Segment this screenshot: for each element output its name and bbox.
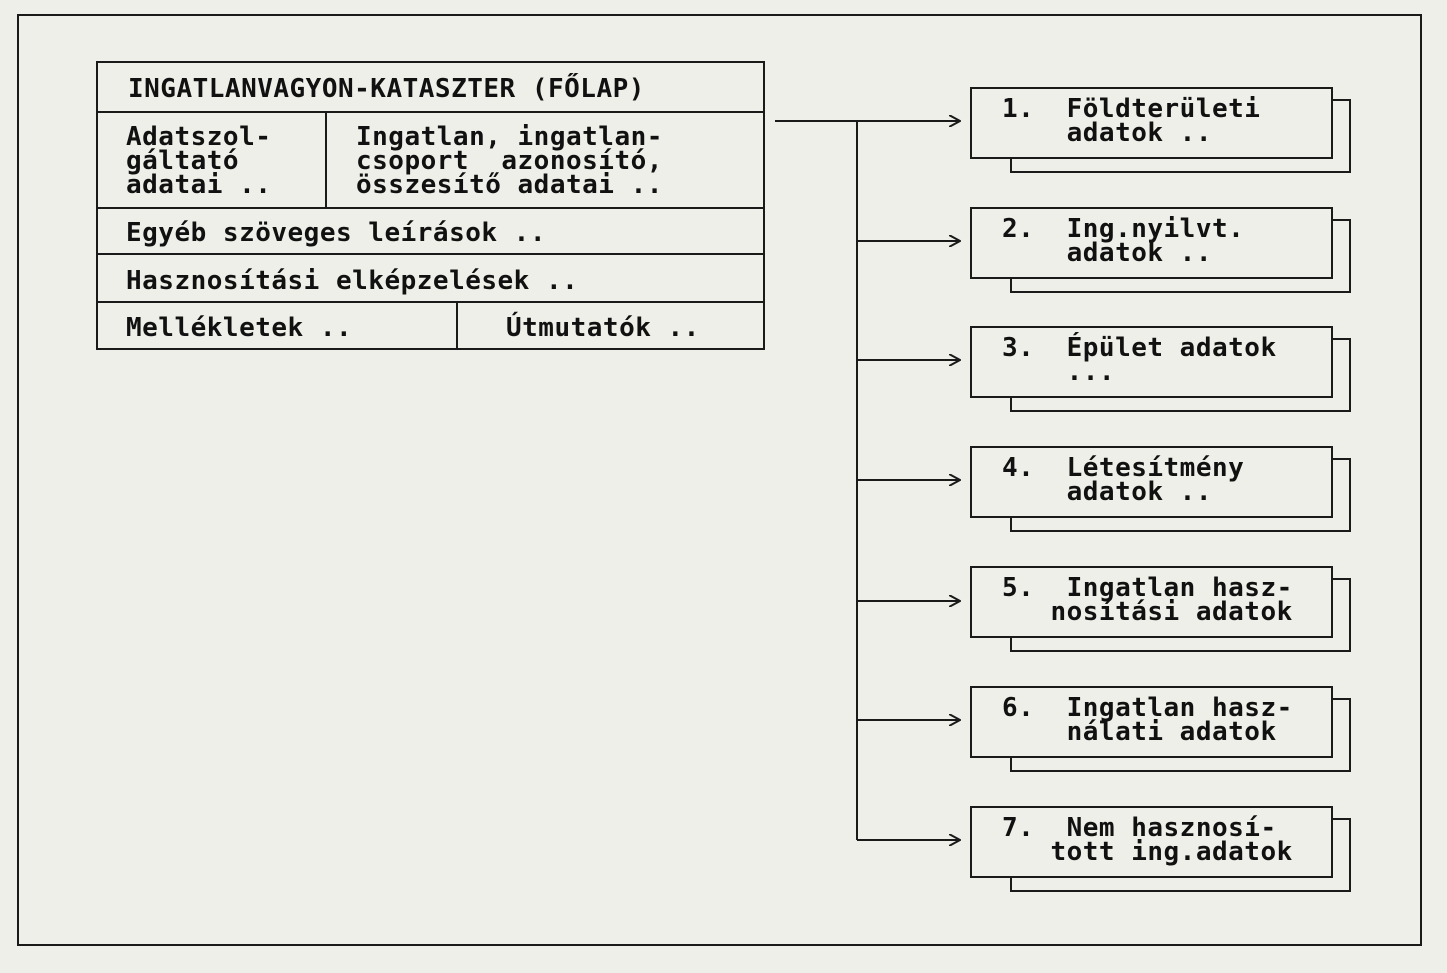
module-label: 6. Ingatlan hasz- nálati adatok: [1002, 693, 1293, 747]
module-usage: [970, 686, 1333, 758]
attachments-cell: Mellékletek ..: [126, 313, 353, 343]
module-utilization: [970, 566, 1333, 638]
module-label: 2. Ing.nyilvt. adatok ..: [1002, 214, 1245, 268]
module-label: 5. Ingatlan hasz- nosítási adatok: [1002, 573, 1293, 627]
module-label: 4. Létesítmény adatok ..: [1002, 453, 1245, 507]
identifier-data-cell: Ingatlan, ingatlan- csoport azonosító, összesítő adatai ..: [356, 122, 663, 200]
module-label: 1. Földterületi adatok ..: [1002, 94, 1261, 148]
module-label: 3. Épület adatok ...: [1002, 333, 1277, 387]
module-building: [970, 326, 1333, 398]
module-property-register: [970, 207, 1333, 279]
guides-cell: Útmutatók ..: [506, 313, 700, 343]
utilization-cell: Hasznosítási elképzelések ..: [126, 266, 579, 296]
module-land-area: [970, 87, 1333, 159]
module-unused-property: [970, 806, 1333, 878]
provider-data-cell: Adatszol- gáltató adatai ..: [126, 122, 272, 200]
descriptions-cell: Egyéb szöveges leírások ..: [126, 218, 546, 248]
master-title: INGATLANVAGYON-KATASZTER (FŐLAP): [128, 74, 645, 104]
module-label: 7. Nem hasznosí- tott ing.adatok: [1002, 813, 1293, 867]
module-facility: [970, 446, 1333, 518]
